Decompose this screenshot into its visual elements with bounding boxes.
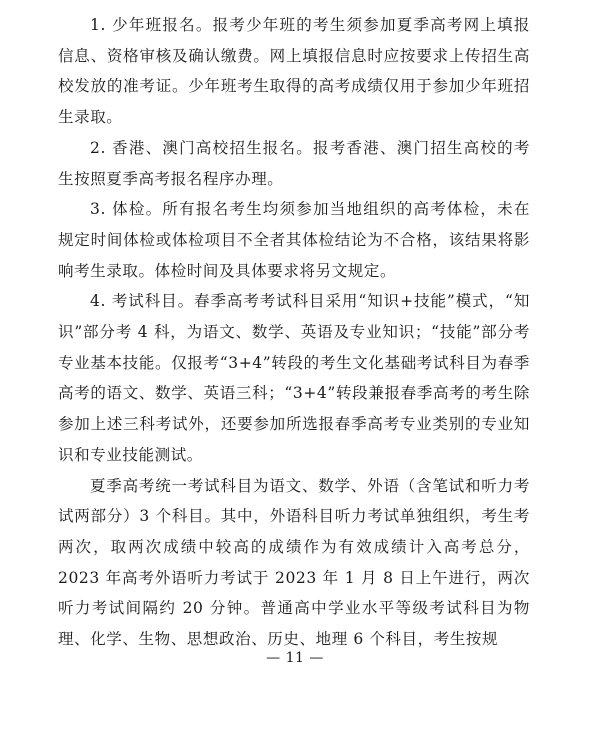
paragraph-exam-subjects: 4. 考试科目。春季高考考试科目采用“知识+技能”模式，“知识”部分考 4 科，为语文、数学、英语及专业知识；“技能”部分考专业基本技能。仅报考“3+4”转段的考生文化基础考试科目为春季高考的语文、数学、英语三科；“3+4”转段兼报春季高考的考生除参加上述三科考试外，还要参加所选报春季高考专业类别的专业知识和专业技能测试。 <box>58 292 530 464</box>
paragraph-summer-exam-subjects: 夏季高考统一考试科目为语文、数学、外语（含笔试和听力考试两部分）3 个科目。其中，外语科目听力考试单独组织，考生考两次，取两次成绩中较高的成绩作为有效成绩计入高考总分，2023 年高考外语听力考试于 2023 年 1 月 8 日上午进行，两次听力考试间隔约 20 分钟。普通高中学业水平等级考试科目为物理、化学、生物、思想政治、历史、地理 6 个科目，考生按规 <box>58 476 530 649</box>
paragraph-physical-examination: 3. 体检。所有报名考生均须参加当地组织的高考体检，未在规定时间体检或体检项目不全者其体检结论为不合格，该结果将影响考生录取。体检时间及具体要求将另文规定。 <box>58 200 530 280</box>
paragraph-hongkong-macau-registration: 2. 香港、澳门高校招生报名。报考香港、澳门招生高校的考生按照夏季高考报名程序办理。 <box>58 138 530 188</box>
paragraph-juvenile-class-registration: 1. 少年班报名。报考少年班的考生须参加夏季高考网上填报信息、资格审核及确认缴费。网上填报信息时应按要求上传招生高校发放的准考证。少年班考生取得的高考成绩仅用于参加少年班招生录取。 <box>58 16 530 127</box>
page-number: — 11 — <box>266 650 324 666</box>
document-body <box>58 10 530 655</box>
